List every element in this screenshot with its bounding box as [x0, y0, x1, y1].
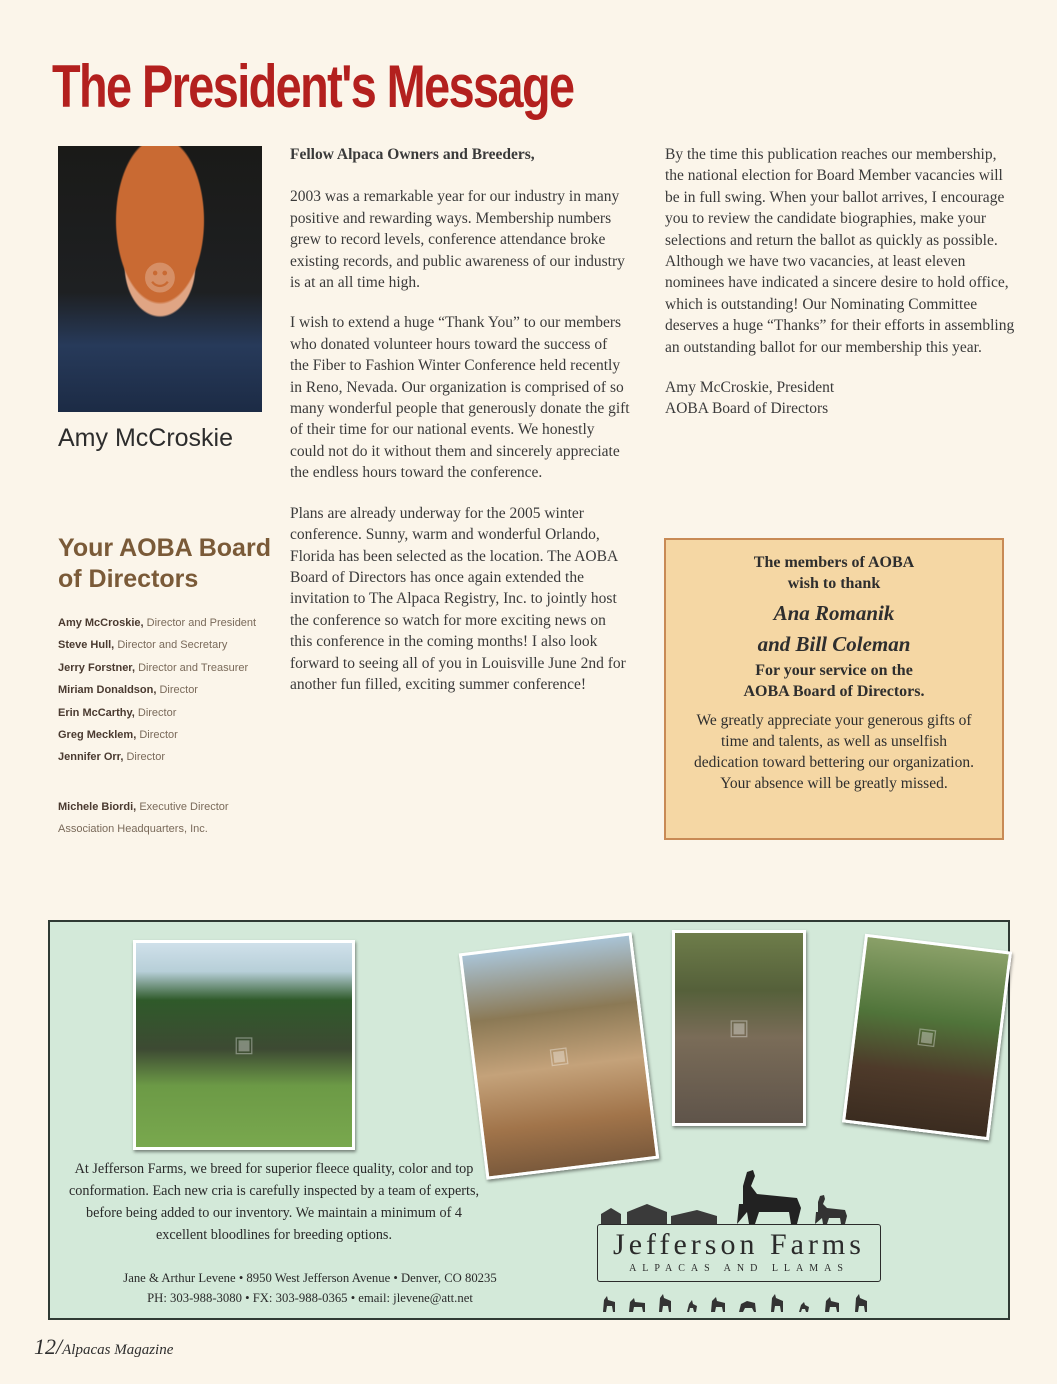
- letter-column-1: [290, 144, 630, 714]
- logo-subtitle: ALPACAS AND LLAMAS: [629, 1263, 849, 1274]
- ad-description: At Jefferson Farms, we breed for superior fleece quality, color and top conformation. Each new cria is carefully inspected by a team of experts, before being added to our inventory. We maintain a minimum of 4 excellent bloodlines for breeding options.: [68, 1161, 480, 1243]
- letter-greeting: Fellow Alpaca Owners and Breeders,: [290, 146, 535, 163]
- camera-icon: ▣: [233, 1032, 255, 1058]
- page-footer: [34, 1334, 173, 1360]
- alpaca-row-icon: [599, 1292, 889, 1314]
- page-title: The President's Message: [52, 53, 574, 120]
- ad-address: Jane & Arthur Levene • 8950 West Jefferson Avenue • Denver, CO 80235: [123, 1271, 497, 1285]
- thanks-name-2: and Bill Coleman: [757, 632, 911, 656]
- camera-icon: ▣: [547, 1042, 571, 1070]
- board-member-name: Miriam Donaldson,: [58, 684, 157, 697]
- board-member: [58, 657, 256, 679]
- letter-paragraph-4: By the time this publication reaches our membership, the national election for Board Member vacancies will be in full swing. When your ballot arrives, I encourage you to review the candidate biographies, make your selections and return the ballot as quickly as possible. Although we have two vacancies, at least eleven nominees have indicated a sincere desire to hold office, which is outstanding! Our Nominating Committee deserves a huge “Thanks” for their efforts in assembling an outstanding ballot for our membership this year.: [665, 146, 1015, 356]
- board-member-role: Director: [126, 751, 165, 764]
- exec-line: [58, 796, 229, 818]
- letter-paragraph-3: Plans are already underway for the 2005 winter conference. Sunny, warm and wonderful Orlando, Florida has been selected as the location. The AOBA Board of Directors has once again extended the invitation to The Alpaca Registry, Inc. to jointly host the conference so watch for more exciting news on this conference in the coming months! I also look forward to seeing all of you in Louisville June 2nd for another fun filled, exciting summer conference!: [290, 504, 626, 693]
- exec-name: Michele Biordi,: [58, 801, 137, 813]
- board-member: [58, 634, 256, 656]
- board-member-role: Director: [137, 706, 177, 719]
- thanks-name-1: Ana Romanik: [773, 601, 895, 625]
- board-heading: Your AOBA Board of Directors: [58, 534, 271, 593]
- board-member-role: Director and President: [146, 617, 257, 629]
- board-member-name: Jennifer Orr,: [58, 751, 124, 764]
- board-member-name: Amy McCroskie,: [58, 617, 144, 629]
- exec-org: Association Headquarters, Inc.: [58, 823, 208, 835]
- board-member-name: Greg Mecklem,: [58, 729, 137, 742]
- ad-photo-cria: [459, 932, 659, 1180]
- camera-icon: ▣: [728, 1015, 750, 1041]
- signature-name: Amy McCroskie, President: [665, 379, 835, 397]
- board-member-role: Director: [159, 684, 198, 697]
- board-member: [58, 702, 256, 724]
- thanks-line-4: AOBA Board of Directors.: [743, 683, 925, 700]
- letter-paragraph-1: 2003 was a remarkable year for our industry in many positive and rewarding ways. Membership numbers grew to record levels, conference attendance broke existing records, and public awareness of our industry is at an all time high.: [290, 188, 625, 292]
- board-member: [58, 612, 256, 634]
- ad-phone-email: PH: 303-988-3080 • FX: 303-988-0365 • email: jlevene@att.net: [147, 1291, 473, 1305]
- board-member: [58, 679, 256, 701]
- thanks-message: We greatly appreciate your generous gifts of time and talents, as well as unselfish dedication toward bettering our organization. Your absence will be greatly missed.: [694, 712, 974, 792]
- thanks-line-3: For your service on the: [755, 662, 913, 679]
- president-photo: [58, 146, 262, 412]
- board-list: [58, 612, 256, 769]
- letter-paragraph-2: I wish to extend a huge “Thank You” to our members who donated volunteer hours toward the success of the Fiber to Fashion Winter Conference held recently in Reno, Nevada. Our organization is comprised of so many wonderful people that generously donate the gift of their time for our national events. We honestly could not do it without them and sincerely appreciate the endless hours toward the conference.: [290, 314, 630, 482]
- jefferson-farms-logo: [587, 1164, 887, 1316]
- board-member-name: Erin McCarthy,: [58, 706, 135, 719]
- ad-photo-herd: [133, 940, 355, 1150]
- board-member: [58, 746, 256, 768]
- executive-director: [58, 796, 229, 840]
- board-member-name: Jerry Forstner,: [58, 661, 136, 674]
- board-member-name: Steve Hull,: [58, 639, 115, 652]
- ad-photo-alpaca-halter: [672, 930, 806, 1126]
- logo-banner: [597, 1224, 881, 1282]
- camera-icon: ▣: [915, 1023, 939, 1051]
- letter-column-2: [665, 144, 1015, 439]
- exec-role: Executive Director: [139, 801, 229, 813]
- ad-contact: [50, 1268, 570, 1308]
- thanks-box: [664, 538, 1004, 840]
- photo-caption: Amy McCroskie: [58, 424, 234, 452]
- portrait-icon: ☻: [142, 259, 178, 299]
- magazine-name: Alpacas Magazine: [62, 1342, 174, 1358]
- board-member: [58, 724, 256, 746]
- thanks-line-2: wish to thank: [787, 575, 881, 592]
- ad-photo-alpaca-trees: [842, 934, 1012, 1141]
- board-member-role: Director: [139, 729, 178, 742]
- jefferson-farms-ad: [48, 920, 1010, 1320]
- signature-org: AOBA Board of Directors: [665, 400, 829, 418]
- signature: [665, 377, 1015, 420]
- logo-name: Jefferson Farms: [613, 1228, 865, 1261]
- farm-silhouette-icon: [587, 1164, 887, 1228]
- board-member-role: Director and Treasurer: [138, 661, 249, 674]
- page-number: 12/: [34, 1334, 63, 1359]
- board-member-role: Director and Secretary: [117, 639, 228, 652]
- thanks-line-1: The members of AOBA: [753, 554, 915, 571]
